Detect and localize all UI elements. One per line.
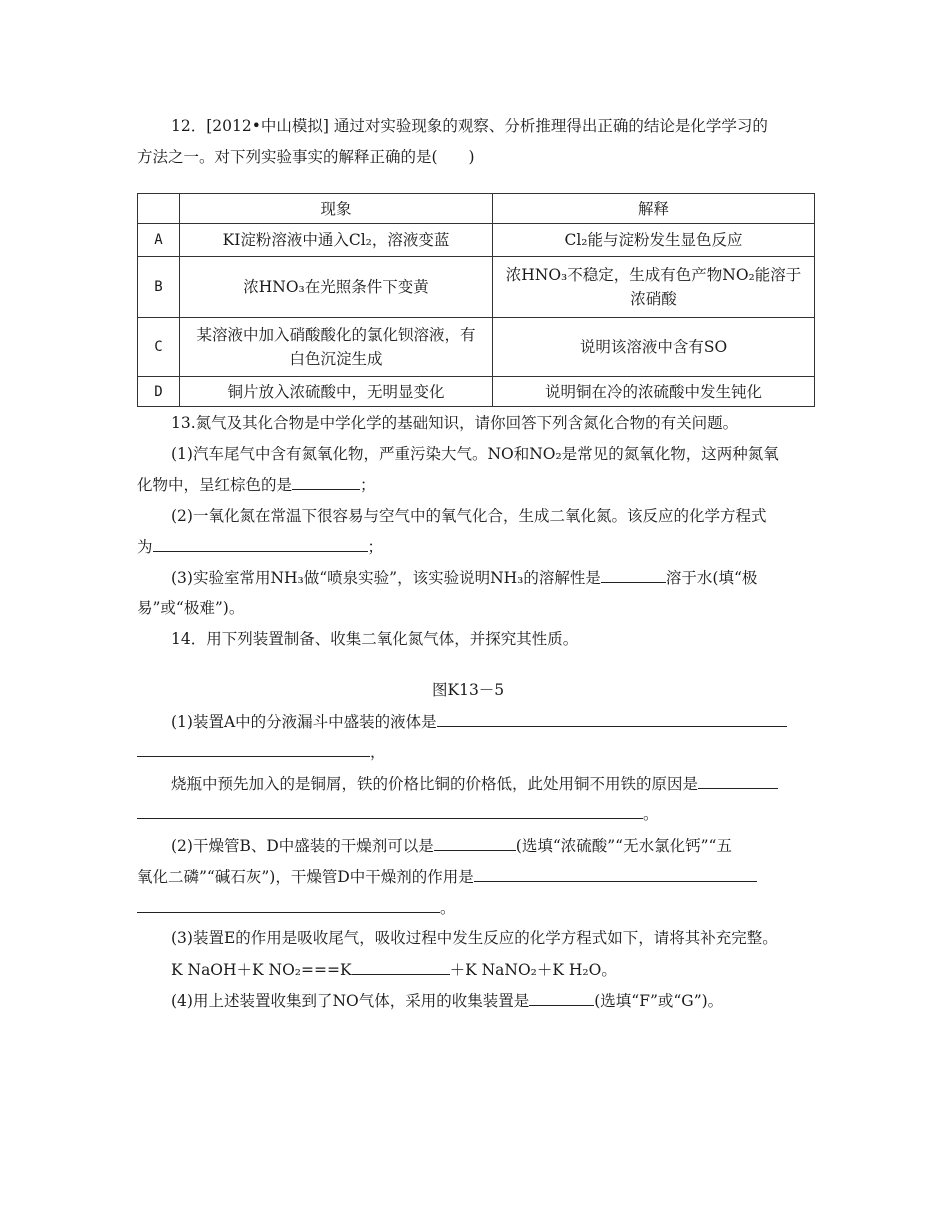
answer-blank[interactable] bbox=[137, 897, 440, 913]
q14-p3-line1: (3)装置E的作用是吸收尾气，吸收过程中发生反应的化学方程式如下，请将其补充完整。 bbox=[171, 929, 778, 947]
answer-blank[interactable] bbox=[137, 741, 370, 757]
q13-p2-line1: (2)一氧化氮在常温下很容易与空气中的氧气化合，生成二氧化氮。该反应的化学方程式 bbox=[171, 507, 767, 525]
q12-table bbox=[137, 193, 815, 407]
text: 。 bbox=[643, 805, 659, 823]
row-phenomenon: 浓HNO₃在光照条件下变黄 bbox=[180, 257, 493, 318]
row-explanation: 说明铜在冷的浓硫酸中发生钝化 bbox=[493, 377, 815, 407]
answer-blank[interactable] bbox=[698, 773, 778, 789]
answer-blank[interactable] bbox=[352, 959, 450, 975]
table-row bbox=[138, 257, 815, 318]
q14-p1-line2 bbox=[137, 741, 386, 762]
q14-p1-line1 bbox=[171, 711, 787, 732]
header-empty bbox=[138, 194, 180, 224]
q13-p1-line1: (1)汽车尾气中含有氮氧化物，严重污染大气。NO和NO₂是常见的氮氧化物，这两种氮氧 bbox=[171, 445, 779, 463]
answer-blank[interactable] bbox=[434, 835, 516, 851]
answer-blank[interactable] bbox=[601, 567, 666, 583]
text: 氧化二磷”“碱石灰”)，干燥管D中干燥剂的作用是 bbox=[137, 868, 474, 886]
row-label: A bbox=[138, 224, 180, 257]
q14-intro: 14．用下列装置制备、收集二氧化氮气体，并探究其性质。 bbox=[171, 630, 579, 648]
text: (1)装置A中的分液漏斗中盛装的液体是 bbox=[171, 713, 437, 731]
q12-line2: 方法之一。对下列实验事实的解释正确的是( ) bbox=[137, 148, 475, 166]
row-label: B bbox=[138, 257, 180, 318]
q14-p2-line1 bbox=[171, 835, 732, 856]
table-row bbox=[138, 377, 815, 407]
row-explanation: Cl₂能与淀粉发生显色反应 bbox=[493, 224, 815, 257]
q13-p2-line2 bbox=[137, 536, 383, 557]
text: ； bbox=[367, 538, 384, 556]
phenomenon-line: 白色沉淀生成 bbox=[289, 350, 383, 368]
row-phenomenon: 铜片放入浓硫酸中，无明显变化 bbox=[180, 377, 493, 407]
table-row bbox=[138, 318, 815, 377]
table-header-row bbox=[138, 194, 815, 224]
q13-p3-line2: 易”或“极难”)。 bbox=[137, 599, 245, 617]
header-phenomenon: 现象 bbox=[180, 194, 493, 224]
q14-p4-line bbox=[171, 990, 723, 1011]
text: (4)用上述装置收集到了NO气体，采用的收集装置是 bbox=[171, 992, 530, 1010]
text: 溶于水(填“极 bbox=[665, 569, 758, 587]
row-phenomenon: KI淀粉溶液中通入Cl₂，溶液变蓝 bbox=[180, 224, 493, 257]
answer-blank[interactable] bbox=[292, 474, 360, 490]
answer-blank[interactable] bbox=[529, 990, 594, 1006]
row-explanation bbox=[493, 257, 815, 318]
text: 烧瓶中预先加入的是铜屑，铁的价格比铜的价格低，此处用铜不用铁的原因是 bbox=[171, 775, 699, 793]
text: 为 bbox=[137, 538, 153, 556]
table-row bbox=[138, 224, 815, 257]
phenomenon-line: 某溶液中加入硝酸酸化的氯化钡溶液，有 bbox=[196, 326, 476, 344]
figure-caption: 图K13－5 bbox=[432, 681, 505, 699]
explanation-line: 浓硝酸 bbox=[630, 290, 677, 308]
row-explanation: 说明该溶液中含有SO bbox=[493, 318, 815, 377]
text: (选填“F”或“G”)。 bbox=[594, 992, 724, 1010]
row-phenomenon bbox=[180, 318, 493, 377]
explanation-line: 浓HNO₃不稳定，生成有色产物NO₂能溶于 bbox=[505, 266, 802, 284]
text: K NaOH＋K NO₂===K bbox=[171, 961, 352, 979]
answer-blank[interactable] bbox=[474, 866, 757, 882]
q13-p1-line2 bbox=[137, 474, 376, 495]
q13-p3-line1 bbox=[171, 567, 757, 588]
text: (2)干燥管B、D中盛装的干燥剂可以是 bbox=[171, 837, 434, 855]
answer-blank[interactable] bbox=[153, 536, 368, 552]
q14-p2-line2 bbox=[137, 866, 757, 887]
q12-line1: 12．[2012•中山模拟] 通过对实验现象的观察、分析推理得出正确的结论是化学学习的 bbox=[171, 117, 768, 135]
text: 。 bbox=[440, 899, 456, 917]
text: ； bbox=[360, 476, 376, 494]
q14-p3-equation bbox=[171, 959, 617, 980]
q14-p1-line4 bbox=[137, 803, 659, 824]
answer-blank[interactable] bbox=[137, 803, 643, 819]
q13-intro: 13.氮气及其化合物是中学化学的基础知识，请你回答下列含氮化合物的有关问题。 bbox=[171, 414, 739, 432]
text: 化物中，呈红棕色的是 bbox=[137, 476, 293, 494]
q14-p1-line3 bbox=[171, 773, 778, 794]
row-label: D bbox=[138, 377, 180, 407]
text: (选填“浓硫酸”“无水氯化钙”“五 bbox=[515, 837, 732, 855]
row-label: C bbox=[138, 318, 180, 377]
text: ， bbox=[370, 743, 386, 761]
text: (3)实验室常用NH₃做“喷泉实验”，该实验说明NH₃的溶解性是 bbox=[171, 569, 601, 587]
header-explanation: 解释 bbox=[493, 194, 815, 224]
text: ＋K NaNO₂＋K H₂O。 bbox=[449, 961, 617, 979]
q14-p2-line3 bbox=[137, 897, 456, 918]
answer-blank[interactable] bbox=[437, 711, 787, 727]
